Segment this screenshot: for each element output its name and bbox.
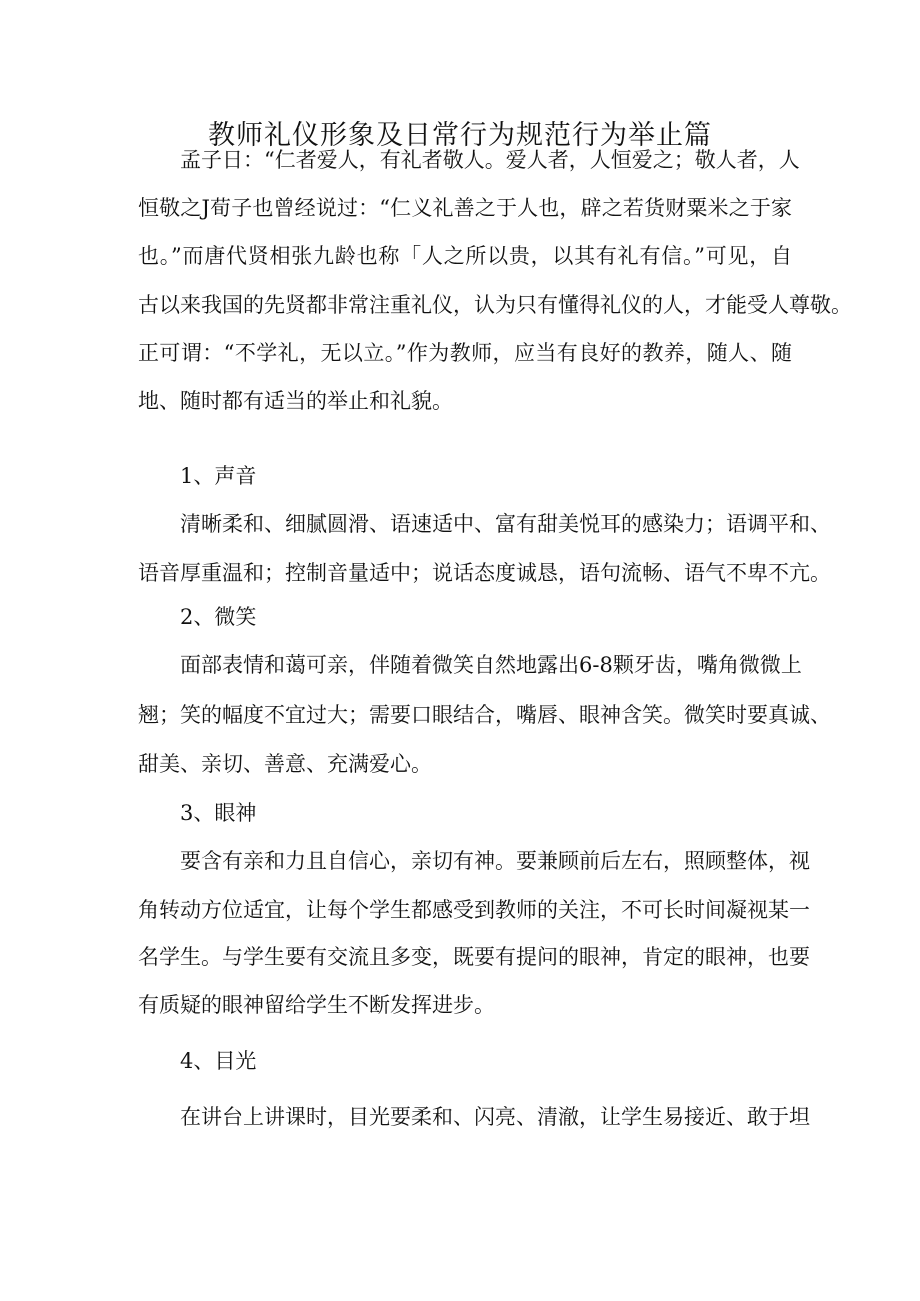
intro-line-2: 恒敬之J荀子也曾经说过：“仁义礼善之于人也，辟之若货财粟米之于家 [138,196,792,220]
section-gaze-line-1: 在讲台上讲课时，目光要柔和、闪亮、清澈，让学生易接近、敢于坦 [180,1105,810,1129]
section-heading-eyes: 3、眼神 [180,801,257,825]
section-eyes-line-1: 要含有亲和力且自信心，亲切有神。要兼顾前后左右，照顾整体，视 [180,849,810,873]
intro-line-4: 古以来我国的先贤都非常注重礼仪，认为只有懂得礼仪的人，才能受人尊敬。 [138,293,852,317]
section-smile-line-3: 甜美、亲切、善意、充满爱心。 [138,752,432,776]
intro-line-3: 也。”而唐代贤相张九龄也称「人之所以贵，以其有礼有信。”可见，自 [138,244,792,268]
section-eyes-line-3: 名学生。与学生要有交流且多变，既要有提问的眼神，肯定的眼神，也要 [138,945,810,969]
section-smile-line-2: 翘；笑的幅度不宜过大；需要口眼结合，嘴唇、眼神含笑。微笑时要真诚、 [138,703,831,727]
section-smile-line-1: 面部表情和蔼可亲，伴随着微笑自然地露出6-8颗牙齿，嘴角微微上 [180,653,802,677]
section-eyes-line-2: 角转动方位适宜，让每个学生都感受到教师的关注，不可长时间凝视某一 [138,898,810,922]
intro-line-6: 地、随时都有适当的举止和礼貌。 [138,389,453,413]
section-voice-line-2: 语音厚重温和；控制音量适中；说话态度诚恳，语句流畅、语气不卑不亢。 [138,561,831,585]
intro-line-5: 正可谓：“不学礼，无以立。”作为教师，应当有良好的教养，随人、随 [138,341,792,365]
page-title: 教师礼仪形象及日常行为规范行为举止篇 [208,120,712,151]
section-heading-smile: 2、微笑 [180,605,257,629]
section-eyes-line-4: 有质疑的眼神留给学生不断发挥进步。 [138,993,495,1017]
section-voice-line-1: 清晰柔和、细腻圆滑、语速适中、富有甜美悦耳的感染力；语调平和、 [180,512,831,536]
section-heading-voice: 1、声音 [180,464,257,488]
section-heading-gaze: 4、目光 [180,1049,257,1073]
intro-line-1: 孟子日：“仁者爱人，有礼者敬人。爱人者，人恒爱之；敬人者，人 [180,148,800,172]
